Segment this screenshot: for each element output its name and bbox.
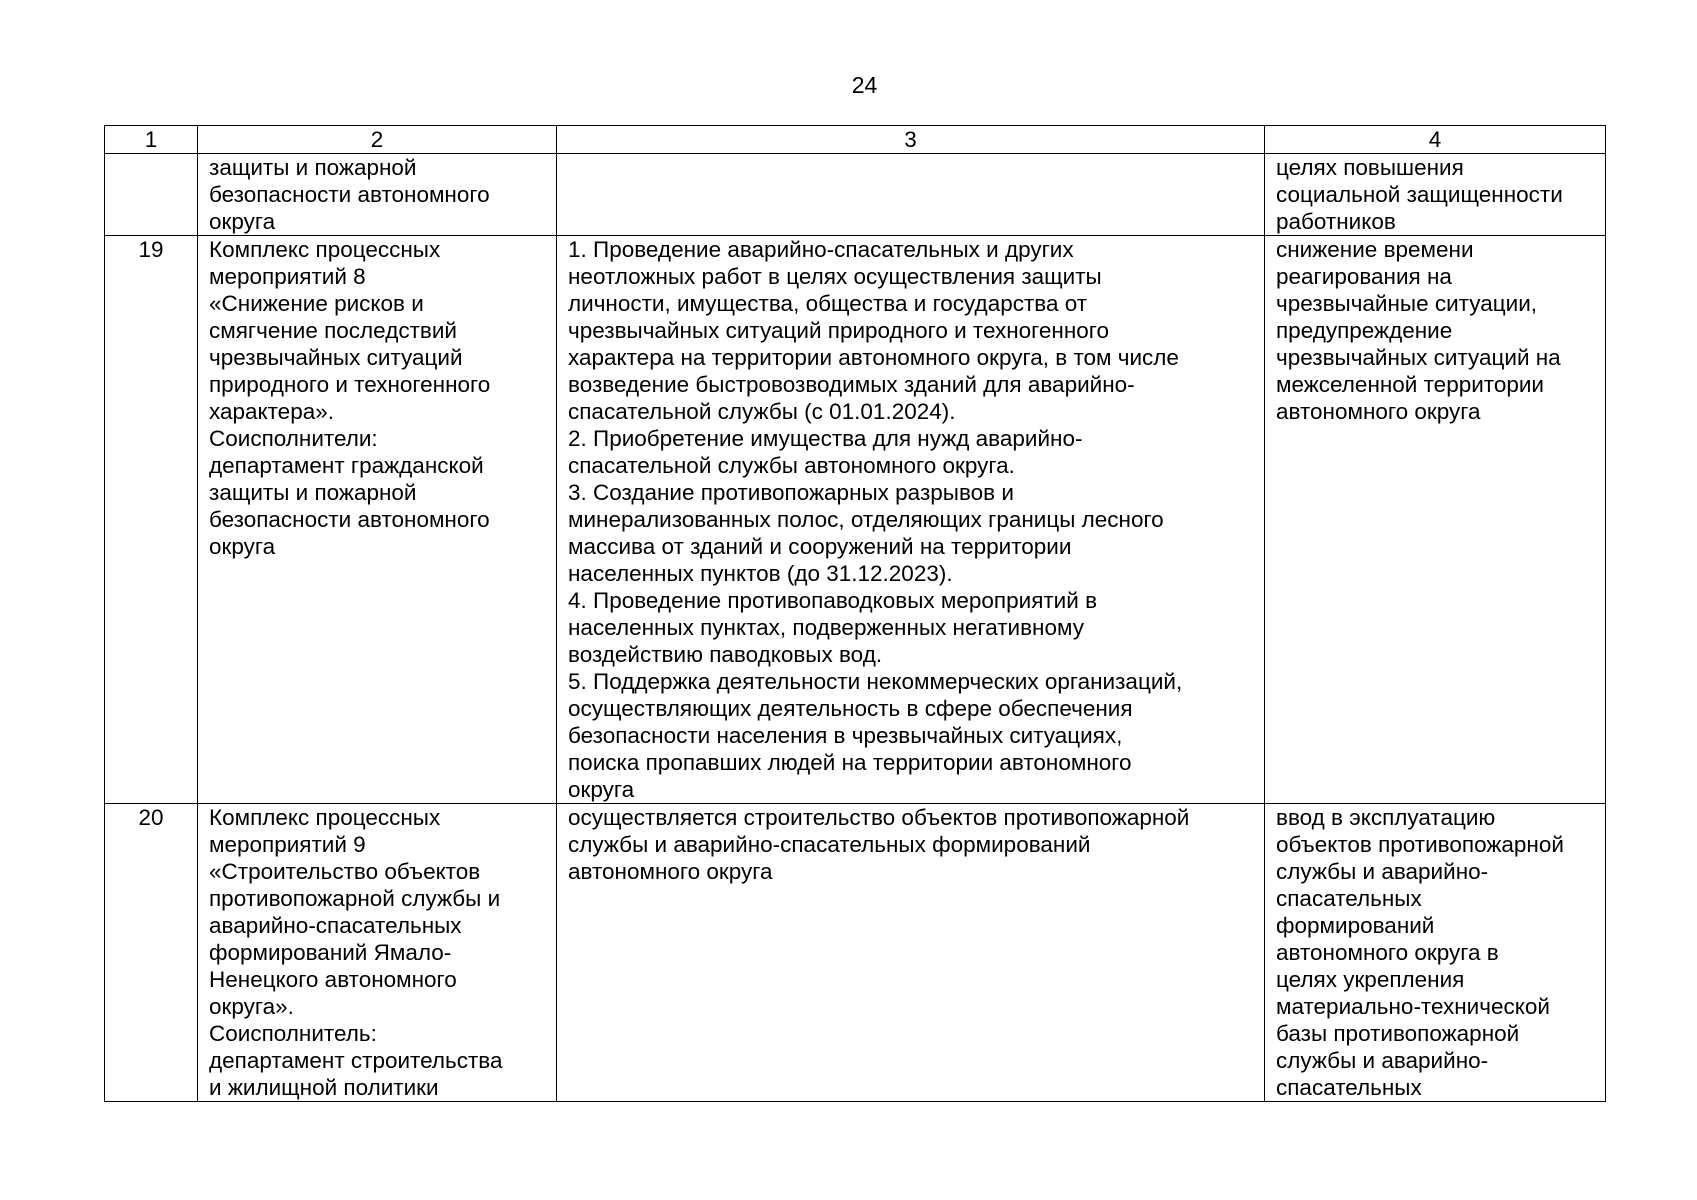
result-cell: снижение времени реагирования на чрезвычайные ситуации, предупреждение чрезвычайных ситуаций на межселенной территории автономного округа <box>1265 236 1606 804</box>
column-number-row <box>105 126 1606 154</box>
measure-cell: защиты и пожарной безопасности автономного округа <box>198 154 557 236</box>
result-cell: целях повышения социальной защищенности работников <box>1265 154 1606 236</box>
column-number-4: 4 <box>1265 126 1606 154</box>
result-cell: ввод в эксплуатацию объектов противопожарной службы и аварийно- спасательных формирований автономного округа в целях укрепления материально-технической базы противопожарной службы и аварийно- спасательных <box>1265 804 1606 1102</box>
measure-cell: Комплекс процессных мероприятий 9 «Строительство объектов противопожарной службы и аварийно-спасательных формирований Ямало- Ненецкого автономного округа». Соисполнитель: департамент строительства и жилищной политики <box>198 804 557 1102</box>
measure-cell: Комплекс процессных мероприятий 8 «Снижение рисков и смягчение последствий чрезвычайных ситуаций природного и техногенного характера». Соисполнители: департамент гражданской защиты и пожарной безопасности автономного округа <box>198 236 557 804</box>
column-number-3: 3 <box>557 126 1265 154</box>
table-row <box>105 154 1606 236</box>
row-number-cell: 20 <box>105 804 198 1102</box>
content-cell <box>557 154 1265 236</box>
column-number-1: 1 <box>105 126 198 154</box>
row-number-cell <box>105 154 198 236</box>
content-cell: осуществляется строительство объектов противопожарной службы и аварийно-спасательных формирований автономного округа <box>557 804 1265 1102</box>
column-number-2: 2 <box>198 126 557 154</box>
table-row <box>105 236 1606 804</box>
content-cell: 1. Проведение аварийно-спасательных и других неотложных работ в целях осуществления защиты личности, имущества, общества и государства от чрезвычайных ситуаций природного и техногенного характера на территории автономного округа, в том числе возведение быстровозводимых зданий для аварийно- спасательной службы (с 01.01.2024). 2. Приобретение имущества для нужд аварийно- спасательной службы автономного округа. 3. Создание противопожарных разрывов и минерализованных полос, отделяющих границы лесного массива от зданий и сооружений на территории населенных пунктов (до 31.12.2023). 4. Проведение противопаводковых мероприятий в населенных пунктах, подверженных негативному воздействию паводковых вод. 5. Поддержка деятельности некоммерческих организаций, осуществляющих деятельность в сфере обеспечения безопасности населения в чрезвычайных ситуациях, поиска пропавших людей на территории автономного округа <box>557 236 1265 804</box>
table-row <box>105 804 1606 1102</box>
row-number-cell: 19 <box>105 236 198 804</box>
measures-table <box>104 125 1606 1102</box>
page-number: 24 <box>851 72 878 98</box>
